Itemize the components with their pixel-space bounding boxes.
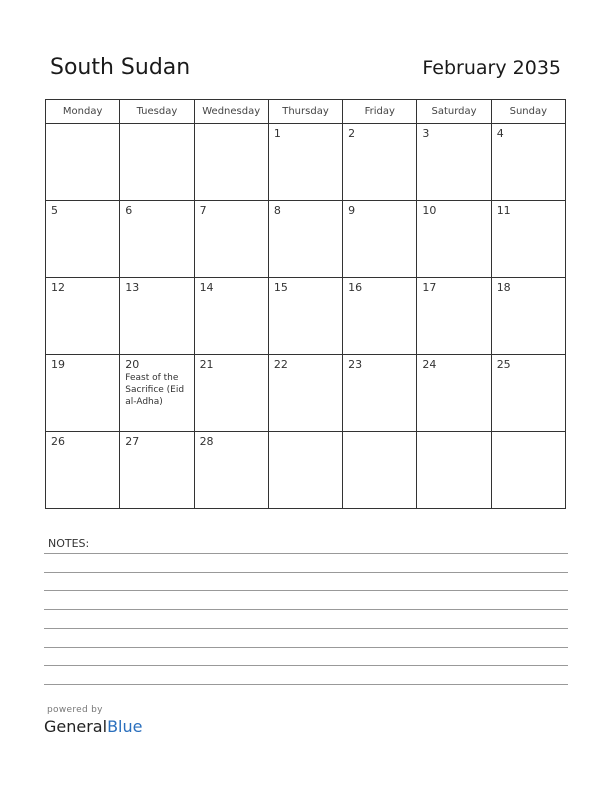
day-number: 9 — [348, 204, 356, 217]
day-number: 27 — [125, 435, 140, 448]
day-cell — [46, 278, 120, 355]
day-number: 4 — [496, 127, 504, 140]
day-number: 19 — [51, 358, 65, 371]
day-cell — [46, 355, 120, 432]
week-row — [46, 201, 566, 278]
day-number: 8 — [273, 204, 281, 217]
day-cell — [120, 355, 194, 432]
week-row — [46, 355, 566, 432]
day-number: 28 — [199, 435, 214, 448]
day-cell — [343, 355, 417, 432]
week-row — [46, 432, 566, 509]
day-number: 7 — [199, 204, 207, 217]
notes-label: NOTES: — [48, 537, 90, 550]
day-cell — [343, 278, 417, 355]
day-cell — [268, 124, 342, 201]
day-number: 20 — [125, 358, 140, 371]
day-cell — [343, 432, 417, 509]
generalblue-logo — [44, 717, 142, 736]
day-number: 2 — [348, 127, 356, 140]
day-cell — [194, 124, 268, 201]
day-cell — [120, 278, 194, 355]
note-line — [44, 609, 568, 610]
day-number: 10 — [422, 204, 437, 217]
day-cell — [491, 124, 565, 201]
brand-general: General — [44, 717, 108, 736]
day-number: 24 — [422, 358, 437, 371]
note-line — [44, 553, 568, 554]
day-number: 1 — [273, 127, 281, 140]
weekday-header: Friday — [343, 100, 417, 124]
day-number: 18 — [496, 281, 511, 294]
day-cell — [46, 432, 120, 509]
note-line — [44, 590, 568, 591]
day-cell — [194, 432, 268, 509]
weekday-header: Saturday — [417, 100, 491, 124]
weekday-header: Sunday — [491, 100, 565, 124]
day-cell — [120, 124, 194, 201]
day-number: 21 — [199, 358, 214, 371]
note-line — [44, 628, 568, 629]
day-cell — [46, 124, 120, 201]
day-number: 5 — [51, 204, 58, 217]
brand-blue: Blue — [107, 717, 143, 736]
day-cell — [268, 432, 342, 509]
day-number: 12 — [51, 281, 65, 294]
holiday-event: Feast of the Sacrifice (Eid al-Adha) — [125, 373, 185, 407]
day-cell — [491, 432, 565, 509]
day-number: 11 — [496, 204, 511, 217]
day-number: 26 — [51, 435, 65, 448]
day-number: 6 — [125, 204, 133, 217]
day-cell — [268, 201, 342, 278]
day-cell — [491, 278, 565, 355]
day-cell — [417, 278, 491, 355]
day-cell — [194, 355, 268, 432]
day-number: 22 — [273, 358, 288, 371]
day-cell — [46, 201, 120, 278]
day-cell — [417, 355, 491, 432]
note-line — [44, 647, 568, 648]
day-number: 14 — [199, 281, 214, 294]
day-number: 3 — [422, 127, 430, 140]
country-title: South Sudan — [50, 55, 191, 80]
weekday-header: Thursday — [268, 100, 342, 124]
day-cell — [417, 201, 491, 278]
day-cell — [120, 432, 194, 509]
day-cell — [491, 355, 565, 432]
day-cell — [194, 201, 268, 278]
day-cell — [491, 201, 565, 278]
weekday-header: Wednesday — [194, 100, 268, 124]
day-cell — [268, 355, 342, 432]
note-line — [44, 684, 568, 685]
month-year-title: February 2035 — [422, 57, 561, 79]
day-number: 17 — [422, 281, 437, 294]
powered-by-text: powered by — [47, 705, 103, 715]
calendar-grid — [45, 99, 566, 509]
weekday-header-row — [46, 100, 566, 124]
week-row — [46, 124, 566, 201]
weekday-header: Monday — [46, 100, 120, 124]
week-row — [46, 278, 566, 355]
note-line — [44, 665, 568, 666]
day-cell — [417, 124, 491, 201]
day-cell — [343, 124, 417, 201]
day-cell — [194, 278, 268, 355]
day-cell — [417, 432, 491, 509]
day-cell — [343, 201, 417, 278]
day-number: 16 — [348, 281, 363, 294]
day-cell — [120, 201, 194, 278]
day-cell — [268, 278, 342, 355]
note-line — [44, 572, 568, 573]
day-number: 15 — [273, 281, 288, 294]
day-number: 13 — [125, 281, 140, 294]
day-number: 25 — [496, 358, 511, 371]
day-number: 23 — [348, 358, 363, 371]
weekday-header: Tuesday — [120, 100, 194, 124]
